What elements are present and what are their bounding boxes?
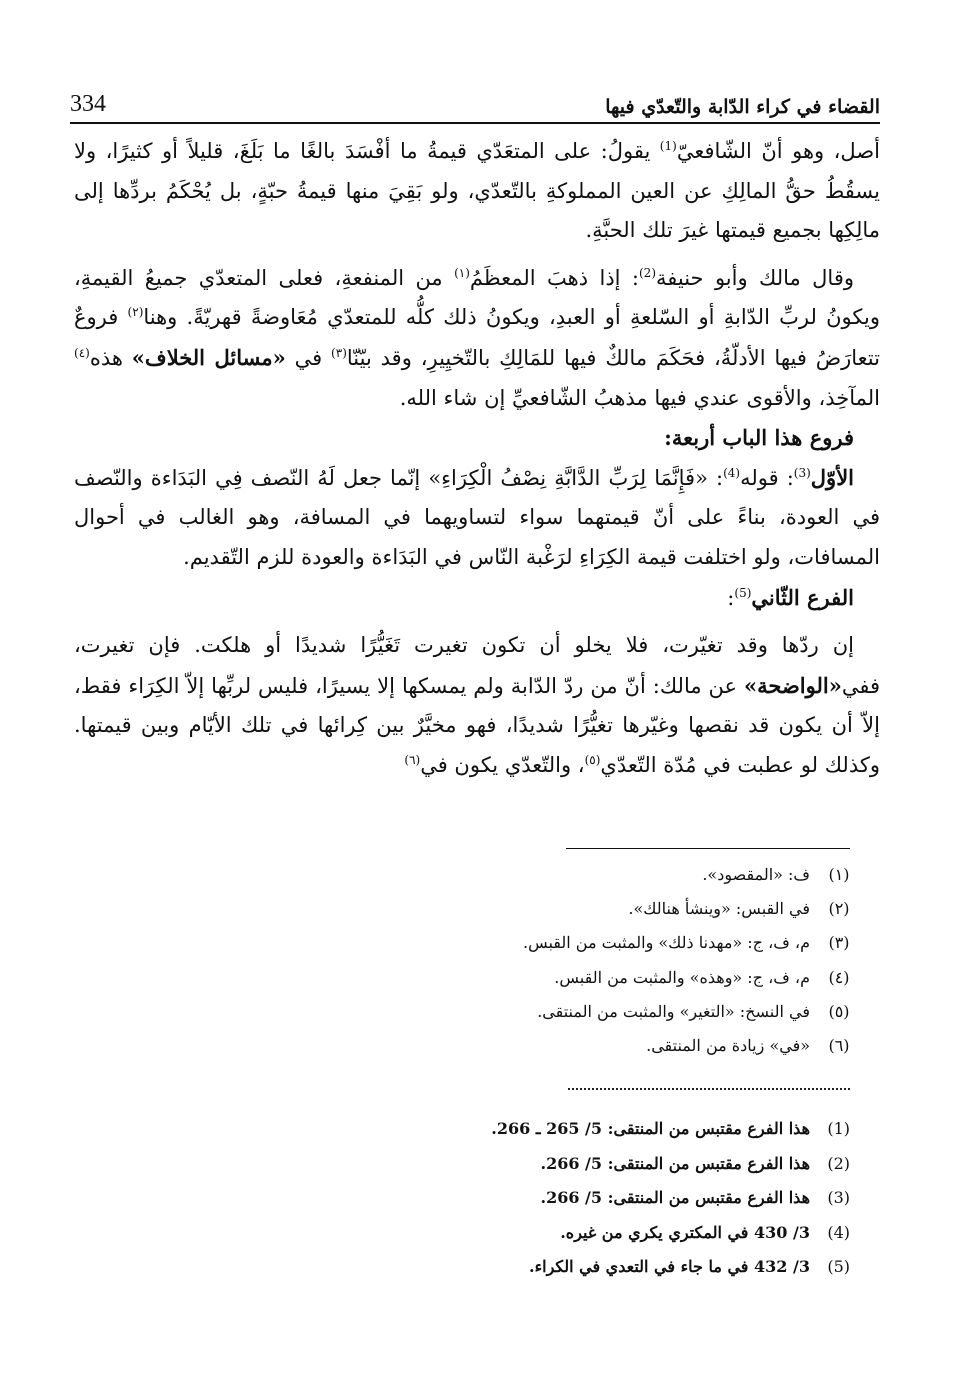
footnote-ref: (1) <box>659 139 677 153</box>
footnotes <box>100 858 850 1063</box>
page-number: 334 <box>70 91 106 117</box>
editor-note: (4) 3/ 430 في المكتري يكري من غيره. <box>560 1222 850 1242</box>
dotted-separator <box>568 1088 850 1090</box>
footnote: (١) ف: «المقصود». <box>702 865 850 884</box>
paragraph-3: الأوّل$^{(3)}$: قوله$^{(4)}$: «فَإِنَّمَا لِرَبِّ الدَّابَّةِ نِصْفُ الْكِرَاءِ» إنّما جعل لَهُ النّصف فِي البَدَاءة والنّصف في العودة، بناءً على أنّ قيمتهما سواء لتساويهما في المسافة، وهو الغالب في أحوال المسافات، ولو اختلفت قيمة الكِرَاءِ لرَغْبة النّاس في البَدَاءة والعودة للزم التّقديم. <box>74 464 880 569</box>
footnote-ref: (٤) <box>74 345 90 360</box>
footnote-ref: (٥) <box>584 752 601 767</box>
section-heading: فروع هذا الباب أربعة: <box>664 425 854 451</box>
footnote-ref: (٦) <box>404 752 421 767</box>
footnote-ref: (٣) <box>331 345 347 360</box>
editor-note: (2) هذا الفرع مقتبس من المنتقى: 5/ 266. <box>540 1153 850 1173</box>
paragraph-1: أصل، وهو أنّ الشّافعيّ$^{(1)}$ يقولُ: على المتعَدّي قيمةُ ما أفْسَدَ بالغًا ما بَلَغَ، قليلاً أو كثيرًا، ولا يسقُطُ حقُّ المالِكِ عن العين المملوكةِ بالتّعدّي، ولو بَقِيَ منها قيمةُ حبّةٍ، بل يُحْكَمُ بردِّها إلى مالِكِها بجميع قيمتها غيرَ تلك الحبَّةِ. <box>74 139 880 243</box>
footnote: (٥) في النسخ: «التغير» والمثبت من المنتقى. <box>537 1001 850 1021</box>
book-title: «الواضحة» <box>744 672 842 698</box>
main-text <box>74 132 880 786</box>
header-rule <box>70 122 880 124</box>
footnote-ref: (4) <box>723 465 741 480</box>
page-header <box>70 78 880 118</box>
running-title: القضاء في كراء الدّابة والتّعدّي فيها <box>605 96 880 118</box>
editor-note: (1) هذا الفرع مقتبس من المنتقى: 5/ 265 ـ 266. <box>491 1119 850 1138</box>
footnote: (٦) «في» زيادة من المنتقى. <box>646 1036 850 1056</box>
footnote: (٢) في القبس: «وينشأ هنالك». <box>628 899 850 919</box>
book-title: «مسائل الخلاف» <box>131 344 286 370</box>
footnote-ref: (3) <box>793 465 811 480</box>
editor-note: (5) 3/ 432 في ما جاء في التعدي في الكراء. <box>529 1257 850 1277</box>
footnote-ref: (2) <box>638 265 656 280</box>
editor-notes <box>100 1112 850 1285</box>
footnote: (٣) م، ف، ج: «مهدنا ذلك» والمثبت من القبس. <box>522 933 850 953</box>
paragraph-4-heading: الفرع الثّاني$^{(5)}$: <box>727 584 854 610</box>
footnote-ref: (٢) <box>127 305 144 320</box>
paragraph-2: وقال مالك وأبو حنيفة$^{(2)}$: إذا ذهبَ المعظَمُ$^{(١)}$ من المنفعةِ، فعلى المتعدّي جميعُ القيمةِ، ويكونُ لربِّ الدّابةِ أو السّلعةِ أو العبدِ، ويكونُ ذلك كلُّه للمتعدّي مُعَاوضةً قهريّةً. وهنا$^{(٢)}$ فروعٌ تتعارَضُ فيها الأدلّةُ، فحَكَمَ مالكٌ فيها للمَالِكِ بالتّخيِيرِ، وقد بيّنّا$^{(٣)}$ في «مسائل الخلاف» هذه$^{(٤)}$ المآخِذ، والأقوى عندي فيها مذهبُ الشّافعيِّ إن شاء الله. <box>74 265 880 410</box>
paragraph-5: إن ردّها وقد تغيّرت، فلا يخلو أن تكون تغيرت تَغَيُّرًا شديدًا أو هلكت. فإن تغيرت، ففي«الواضحة» عن مالك: أنّ من ردّ الدّابة ولم يمسكها إلا يسيرًا، فليس لربِّها إلاّ الكِرَاء فقط، إلاّ أن يكون قد نقصها وغيّرها تغيُّرًا شديدًا، فهو مخيَّرٌ بين كِرائها في تلك الأيّام وبين قيمتها. وكذلك لو عطبت في مُدّة التّعدّي$^{(٥)}$، والتّعدّي يكون في$^{(٦)}$ <box>74 633 880 777</box>
editor-note: (3) هذا الفرع مقتبس من المنتقى: 5/ 266. <box>540 1188 850 1208</box>
footnote: (٤) م، ف، ج: «وهذه» والمثبت من القبس. <box>554 967 850 987</box>
footnote-rule <box>566 848 850 849</box>
footnote-ref: (5) <box>734 585 752 600</box>
footnote-ref: (١) <box>454 265 470 280</box>
